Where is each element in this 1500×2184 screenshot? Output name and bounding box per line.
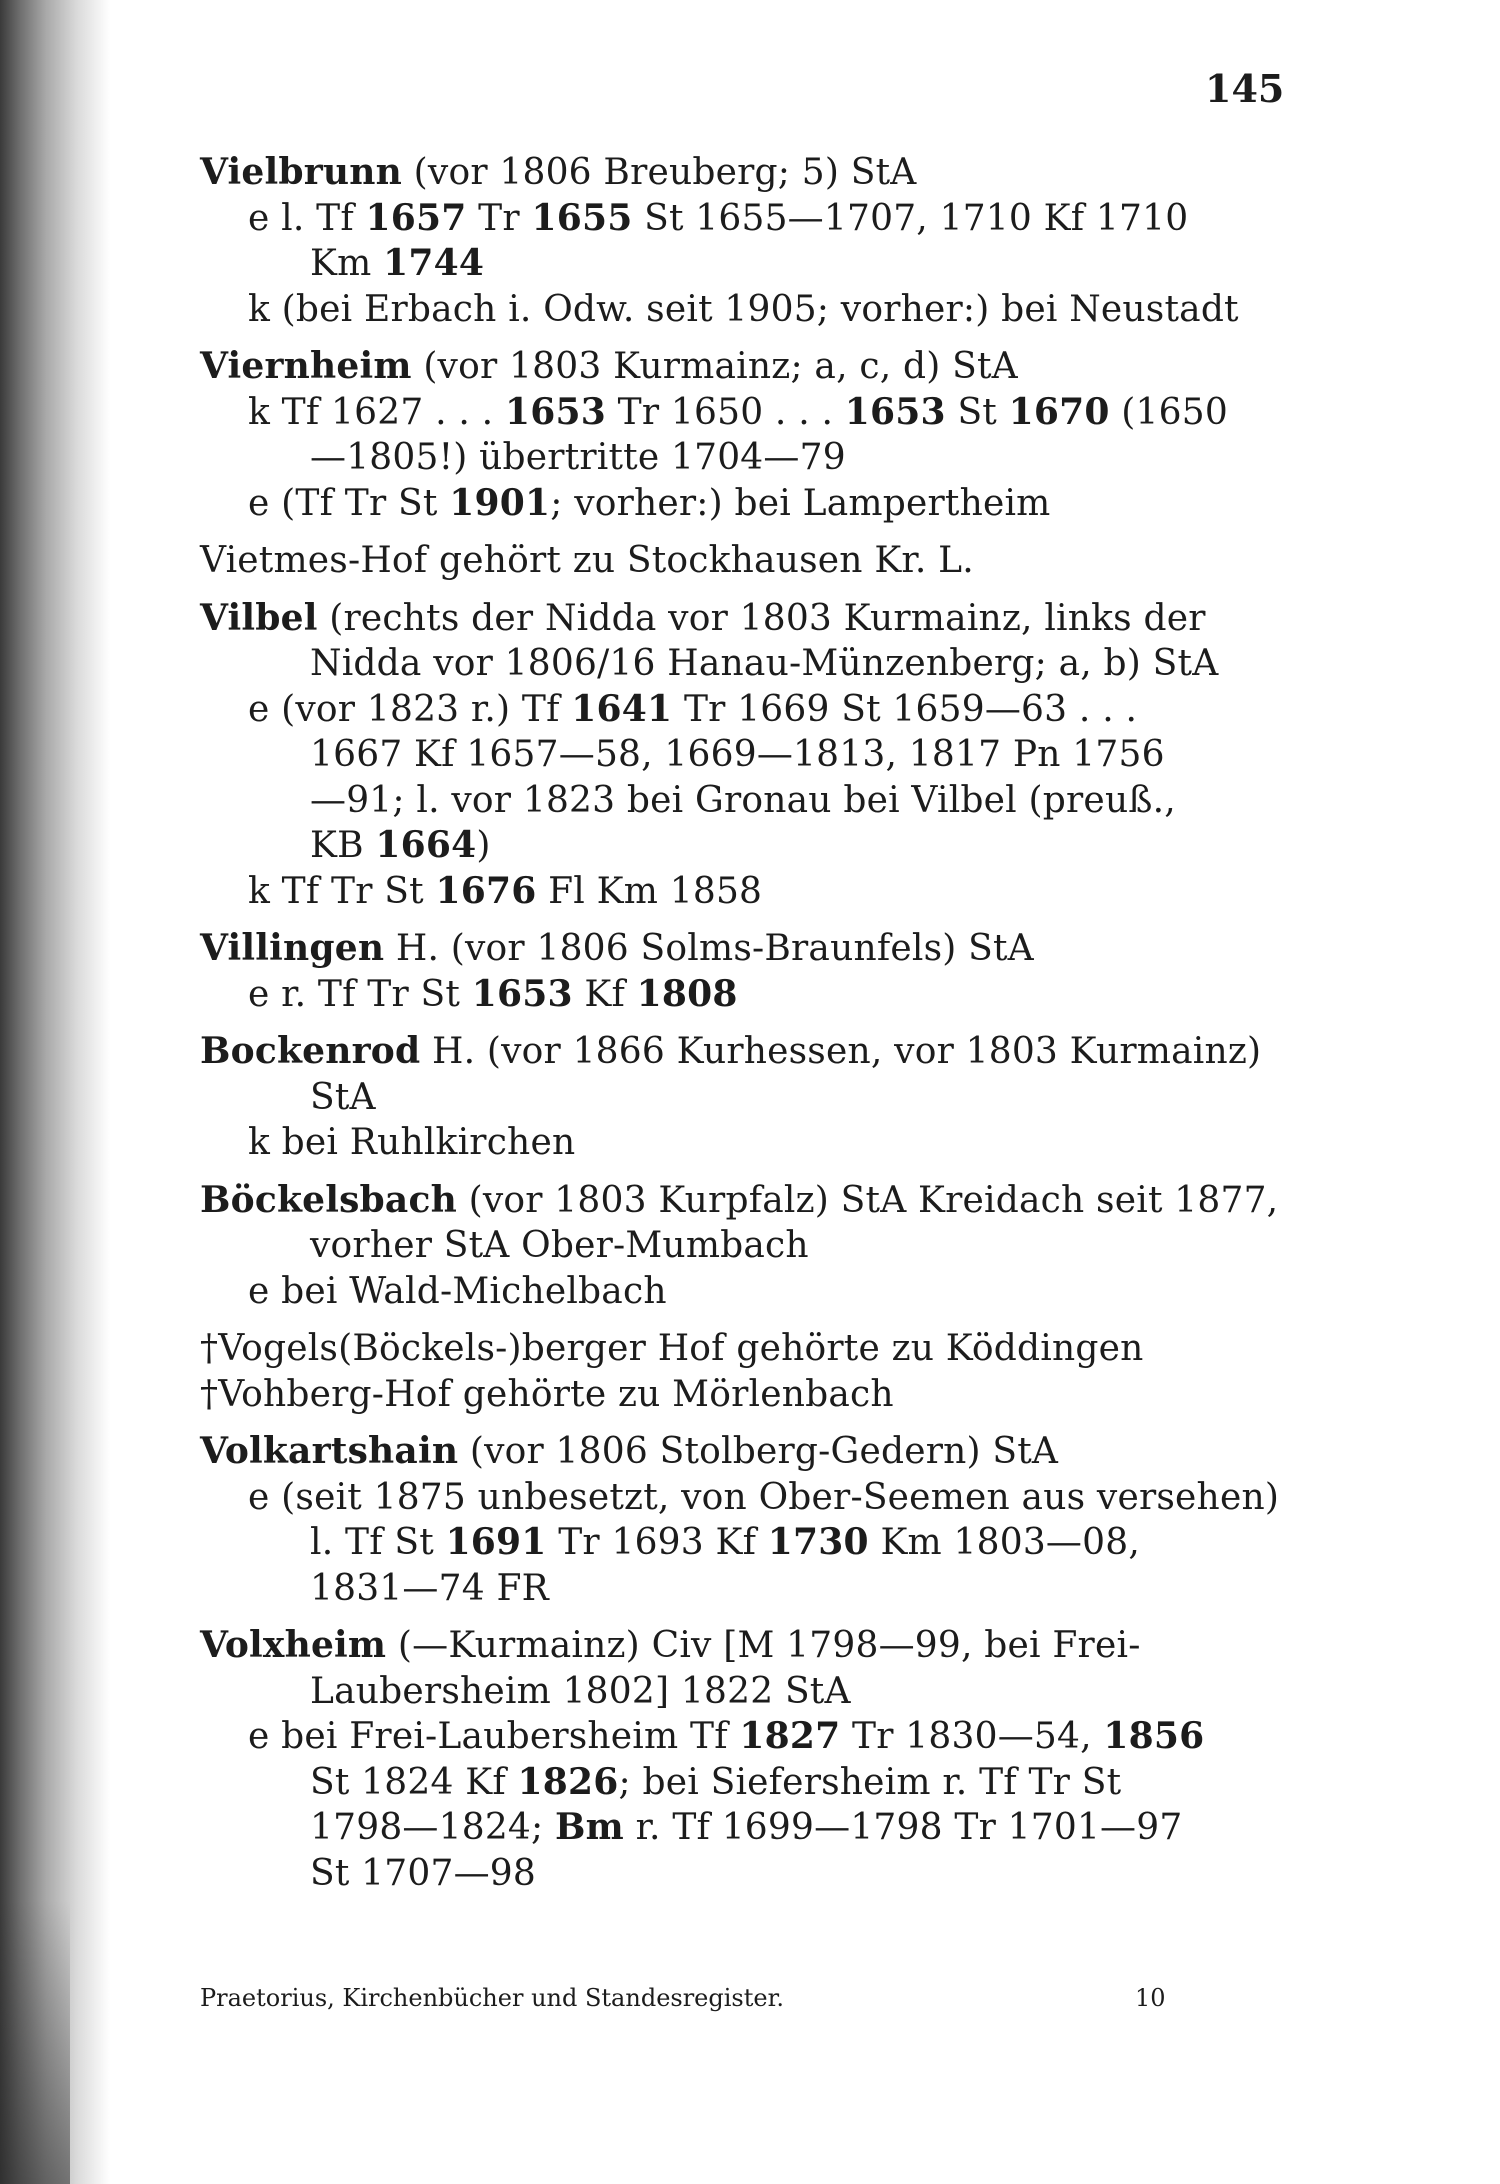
entry-line — [200, 481, 1280, 527]
page-corner-shadow — [0, 1900, 70, 2184]
entry-line: e (seit 1875 unbesetzt, von Ober-Seemen aus versehen) — [248, 1476, 1280, 1518]
entry-line: †Vohberg-Hof gehörte zu Mörlenbach — [200, 1373, 894, 1415]
text-run: ) — [476, 825, 491, 866]
text-run: Tr — [466, 197, 532, 239]
bold-run: 1655 — [531, 196, 633, 239]
bold-run: 1808 — [636, 972, 738, 1015]
entry-line: —91; l. vor 1823 bei Gronau bei Vilbel (preuß., — [310, 779, 1176, 821]
entry-line: vorher StA Ober-Mumbach — [310, 1225, 809, 1266]
entry-text: (—Kurmainz) Civ [M 1798—99, bei Frei- — [386, 1625, 1141, 1666]
entry-line: Laubersheim 1802] 1822 StA — [310, 1670, 851, 1712]
entry-line: 1667 Kf 1657—58, 1669—1813, 1817 Pn 1756 — [310, 734, 1165, 775]
entry-boeckelsbach — [200, 1178, 1280, 1315]
bold-run: Bm — [555, 1806, 624, 1848]
text-run: Tr 1830—54, — [840, 1716, 1104, 1757]
text-run: e bei Frei-Laubersheim Tf — [248, 1716, 740, 1757]
text-run: ; vorher:) bei Lampertheim — [550, 482, 1051, 524]
entry-line — [200, 869, 1280, 915]
entry-text: (vor 1806 Stolberg-Gedern) StA — [458, 1431, 1059, 1472]
text-run: e (Tf Tr St — [248, 482, 450, 524]
entry-line — [200, 1760, 1280, 1806]
entry-text: (vor 1803 Kurpfalz) StA Kreidach seit 1877, — [456, 1179, 1279, 1221]
entry-line — [200, 390, 1280, 436]
entry-vielbrunn — [200, 150, 1280, 332]
signature-mark: 10 — [1135, 1984, 1166, 2012]
entry-line — [200, 1805, 1280, 1851]
bold-run: 1653 — [471, 972, 573, 1015]
text-run: k Tf 1627 . . . — [248, 391, 505, 433]
entry-line: 1831—74 FR — [310, 1567, 549, 1609]
text-run: St — [945, 391, 1009, 433]
text-run: Km — [310, 243, 384, 284]
entry-line — [200, 538, 1280, 584]
entry-line: k (bei Erbach i. Odw. seit 1905; vorher:) bei Neustadt — [248, 288, 1239, 330]
bold-run: 1744 — [383, 242, 485, 284]
text-run: e l. Tf — [248, 197, 366, 239]
entry-line — [200, 596, 1280, 642]
page-footer — [200, 1984, 1200, 2012]
text-run: Km 1803—08, — [868, 1522, 1140, 1563]
entry-line — [200, 1623, 1280, 1669]
entry-text: H. (vor 1866 Kurhessen, vor 1803 Kurmainz) — [420, 1031, 1262, 1072]
entry-text: H. (vor 1806 Solms-Braunfels) StA — [384, 928, 1034, 969]
entry-line — [200, 1429, 1280, 1475]
entry-line — [200, 1029, 1280, 1075]
entry-line — [200, 926, 1280, 972]
entry-line: k bei Ruhlkirchen — [248, 1122, 576, 1163]
entry-line: —1805!) übertritte 1704—79 — [310, 437, 846, 478]
entry-line — [200, 1714, 1280, 1760]
entry-line — [200, 196, 1280, 242]
entry-text: (vor 1803 Kurmainz; a, c, d) StA — [411, 346, 1018, 387]
entry-line: †Vogels(Böckels-)berger Hof gehörte zu Köddingen — [200, 1328, 1144, 1369]
text-run: Tr 1669 St 1659—63 . . . — [672, 688, 1138, 730]
text-run: St 1824 Kf — [310, 1761, 518, 1803]
bold-run: 1901 — [449, 481, 551, 524]
entry-line — [200, 241, 1280, 287]
entry-line — [200, 687, 1280, 733]
text-run: r. Tf 1699—1798 Tr 1701—97 — [623, 1807, 1183, 1848]
entry-volkartshain — [200, 1429, 1280, 1611]
bold-run: 1691 — [445, 1521, 547, 1563]
entry-line: Nidda vor 1806/16 Hanau-Münzenberg; a, b) StA — [310, 643, 1219, 684]
entry-line — [200, 1178, 1280, 1224]
entry-line — [200, 344, 1280, 390]
entry-villingen — [200, 926, 1280, 1017]
bold-run: 1664 — [375, 824, 477, 866]
text-run: e r. Tf Tr St — [248, 973, 472, 1015]
bold-run: 1657 — [365, 196, 467, 239]
entry-text: gehört zu Stockhausen Kr. L. — [427, 540, 974, 581]
entry-bockenrod — [200, 1029, 1280, 1166]
entry-text: (vor 1806 Breuberg; 5) StA — [402, 152, 917, 193]
entry-vilbel — [200, 596, 1280, 915]
bold-run: 1641 — [571, 687, 673, 730]
bold-run: 1827 — [739, 1715, 841, 1757]
entry-line: e bei Wald-Michelbach — [248, 1270, 667, 1312]
entry-volxheim — [200, 1623, 1280, 1896]
entry-viernheim — [200, 344, 1280, 526]
page-number: 145 — [1205, 66, 1285, 111]
entry-line: StA — [310, 1076, 376, 1118]
book-binding-shadow — [0, 0, 110, 2184]
bold-run: 1730 — [767, 1521, 869, 1563]
text-run: Fl Km 1858 — [536, 870, 763, 912]
entry-vietmes-hof — [200, 538, 1280, 584]
text-run: e (vor 1823 r.) Tf — [248, 688, 572, 730]
entry-name: Vielbrunn — [200, 151, 403, 193]
entry-line — [200, 150, 1280, 196]
text-run: St 1655—1707, 1710 Kf 1710 — [632, 197, 1189, 239]
text-run: KB — [310, 825, 376, 866]
entry-name: Böckelsbach — [200, 1178, 457, 1221]
entry-name: Volkartshain — [200, 1430, 459, 1472]
text-run: l. Tf St — [310, 1522, 446, 1563]
bold-run: 1653 — [844, 390, 946, 433]
text-run: 1798—1824; — [310, 1807, 556, 1848]
entry-name-plain: Vietmes-Hof — [200, 540, 428, 581]
register-content — [200, 150, 1280, 1908]
entry-name: Villingen — [200, 927, 385, 969]
text-run: (1650 — [1109, 391, 1228, 433]
bold-run: 1653 — [504, 390, 606, 433]
entry-line — [200, 823, 1280, 869]
entry-text: (rechts der Nidda vor 1803 Kurmainz, links der — [317, 597, 1206, 639]
text-run: Kf — [572, 973, 637, 1015]
entry-line: St 1707—98 — [310, 1852, 536, 1894]
text-run: Tr 1693 Kf — [546, 1522, 768, 1563]
footer-title: Praetorius, Kirchenbücher und Standesregister. — [200, 1984, 785, 2012]
entry-line — [200, 972, 1280, 1018]
entry-line — [200, 1520, 1280, 1566]
entry-name: Bockenrod — [200, 1030, 421, 1072]
text-run: k Tf Tr St — [248, 870, 436, 912]
entry-defunct-hofe — [200, 1326, 1280, 1417]
text-run: ; bei Siefersheim r. Tf Tr St — [618, 1761, 1122, 1803]
entry-name: Vilbel — [200, 596, 318, 639]
entry-name: Volxheim — [200, 1624, 387, 1666]
bold-run: 1856 — [1103, 1715, 1205, 1757]
entry-name: Viernheim — [200, 345, 412, 387]
bold-run: 1676 — [435, 869, 537, 912]
bold-run: 1826 — [517, 1760, 619, 1803]
bold-run: 1670 — [1008, 390, 1110, 433]
text-run: Tr 1650 . . . — [605, 391, 845, 433]
